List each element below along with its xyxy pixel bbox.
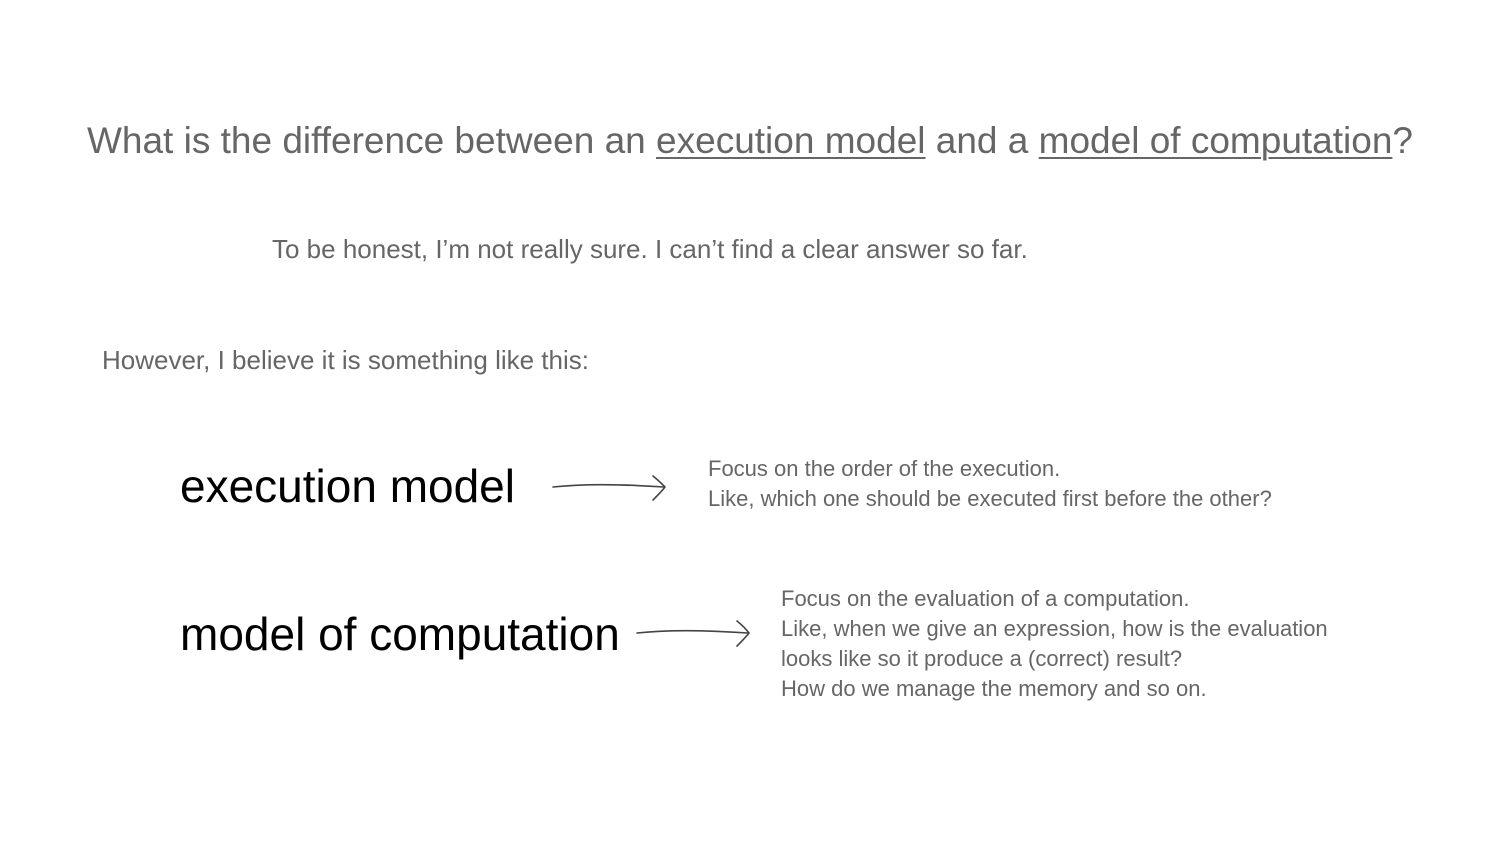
model-of-computation-description-line: How do we manage the memory and so on. xyxy=(781,676,1207,701)
model-of-computation-description-line: Like, when we give an expression, how is the evaluation xyxy=(781,616,1328,641)
question-heading xyxy=(0,118,1500,164)
question-part-1: What is the difference between an xyxy=(86,120,657,161)
execution-model-label: execution model xyxy=(180,460,515,512)
question-term-execution-model: execution model xyxy=(656,120,926,161)
execution-model-description xyxy=(708,454,1272,514)
question-part-2: and a xyxy=(925,120,1039,161)
model-of-computation-description-line: looks like so it produce a (correct) result? xyxy=(781,646,1183,671)
question-part-3: ? xyxy=(1392,120,1413,161)
model-of-computation-description-line: Focus on the evaluation of a computation. xyxy=(781,586,1190,611)
however-text: However, I believe it is something like this: xyxy=(102,345,589,375)
arrow-right-icon xyxy=(550,472,670,504)
model-of-computation-label: model of computation xyxy=(180,608,620,660)
arrow-right-icon xyxy=(634,617,754,649)
execution-model-description-line: Like, which one should be executed first before the other? xyxy=(708,486,1272,511)
execution-model-description-line: Focus on the order of the execution. xyxy=(708,456,1061,481)
honest-answer-text: To be honest, I’m not really sure. I can’t find a clear answer so far. xyxy=(272,234,1028,264)
question-term-model-of-computation: model of computation xyxy=(1038,120,1393,161)
model-of-computation-description xyxy=(781,584,1328,704)
